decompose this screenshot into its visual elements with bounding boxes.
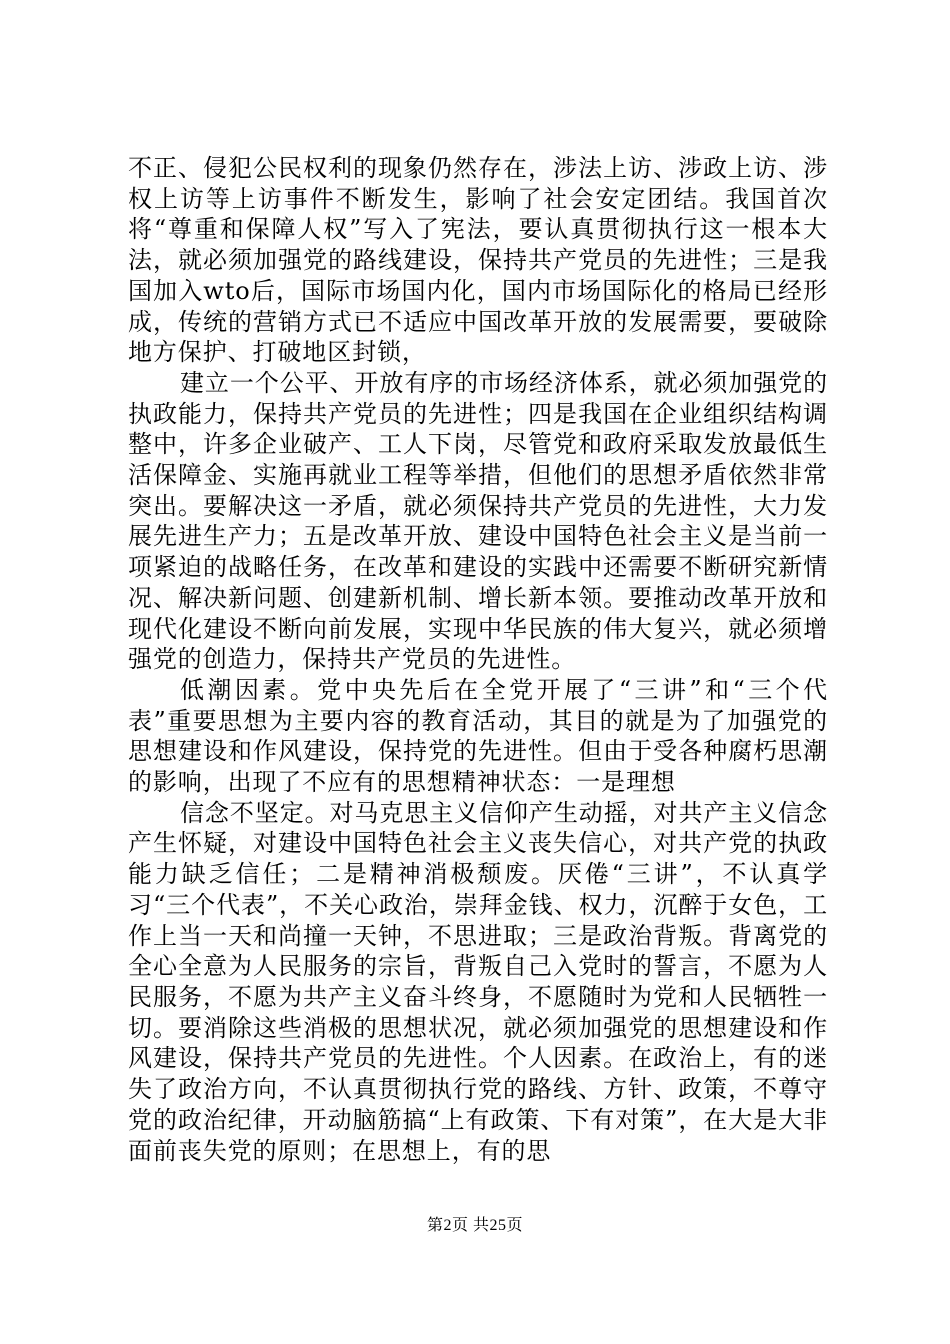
paragraph-4: 信念不坚定。对马克思主义信仰产生动摇，对共产主义信念产生怀疑，对建设中国特色社会主义丧失信心，对共产党的执政能力缺乏信任；二是精神消极颓废。厌倦“三讲”，不认真学习“三个代表”，不关心政治，崇拜金钱、权力，沉醉于女色，工作上当一天和尚撞一天钟，不思进取；三是政治背叛。背离党的全心全意为人民服务的宗旨，背叛自己入党时的誓言，不愿为人民服务，不愿为共产主义奋斗终身，不愿随时为党和人民牺牲一切。要消除这些消极的思想状况，就必须加强党的思想建设和作风建设，保持共产党员的先进性。个人因素。在政治上，有的迷失了政治方向，不认真贯彻执行党的路线、方针、政策，不尊守党的政治纪律，开动脑筋搞“上有政策、下有对策”，在大是大非面前丧失党的原则；在思想上，有的思 xyxy=(128,798,828,1165)
page-number-label: 第2页 共25页 xyxy=(426,1217,523,1234)
document-body xyxy=(128,153,828,1166)
paragraph-3: 低潮因素。党中央先后在全党开展了“三讲”和“三个代表”重要思想为主要内容的教育活动，其目的就是为了加强党的思想建设和作风建设，保持党的先进性。但由于受各种腐朽思潮的影响，出现了不应有的思想精神状态：一是理想 xyxy=(128,675,828,797)
page-footer xyxy=(0,1216,950,1236)
paragraph-1: 不正、侵犯公民权利的现象仍然存在，涉法上访、涉政上访、涉权上访等上访事件不断发生，影响了社会安定团结。我国首次将“尊重和保障人权”写入了宪法，要认真贯彻执行这一根本大法，就必须加强党的路线建设，保持共产党员的先进性；三是我国加入wto后，国际市场国内化，国内市场国际化的格局已经形成，传统的营销方式已不适应中国改革开放的发展需要，要破除地方保护、打破地区封锁， xyxy=(128,154,828,367)
paragraph-2: 建立一个公平、开放有序的市场经济体系，就必须加强党的执政能力，保持共产党员的先进性；四是我国在企业组织结构调整中，许多企业破产、工人下岗，尽管党和政府采取发放最低生活保障金、实施再就业工程等举措，但他们的思想矛盾依然非常突出。要解决这一矛盾，就必须保持共产党员的先进性，大力发展先进生产力；五是改革开放、建设中国特色社会主义是当前一项紧迫的战略任务，在改革和建设的实践中还需要不断研究新情况、解决新问题、创建新机制、增长新本领。要推动改革开放和现代化建设不断向前发展，实现中华民族的伟大复兴，就必须增强党的创造力，保持共产党员的先进性。 xyxy=(128,368,828,674)
